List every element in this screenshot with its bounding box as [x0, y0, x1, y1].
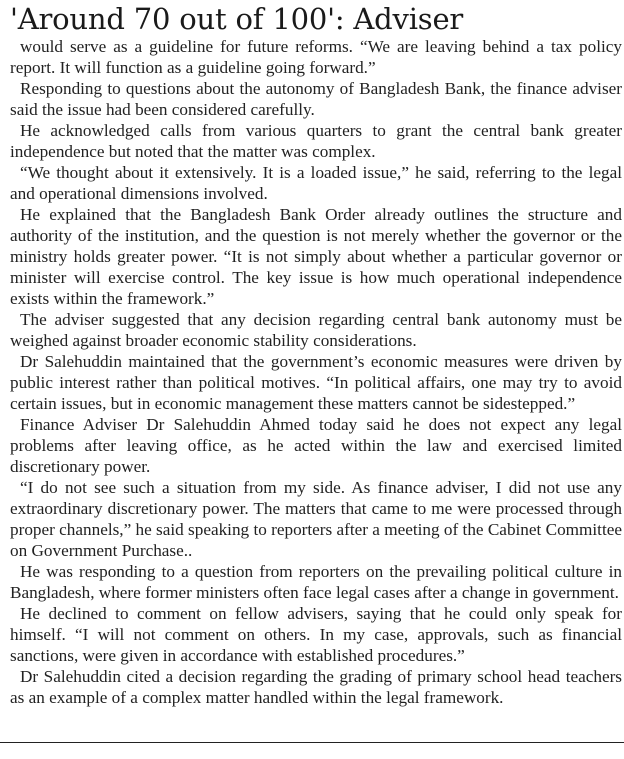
- paragraph-continued: would serve as a guideline for future reforms. “We are leaving behind a tax policy report. It will function as a guideline going forward.”: [10, 37, 622, 77]
- article-body: [10, 36, 622, 708]
- paragraph: The adviser suggested that any decision regarding central bank autonomy must be weighed against broader economic stability considerations.: [10, 310, 622, 350]
- paragraph: He was responding to a question from reporters on the prevailing political culture in Bangladesh, where former ministers often face legal cases after a change in government.: [10, 562, 622, 602]
- paragraph: Finance Adviser Dr Salehuddin Ahmed today said he does not expect any legal problems after leaving office, as he acted within the law and exercised limited discretionary power.: [10, 415, 622, 476]
- article: [10, 0, 622, 708]
- paragraph: “I do not see such a situation from my side. As finance adviser, I did not use any extraordinary discretionary power. The matters that came to me were processed through proper channels,” he said speaking to reporters after a meeting of the Cabinet Committee on Government Purchase..: [10, 478, 622, 560]
- paragraph: He declined to comment on fellow advisers, saying that he could only speak for himself. “I will not comment on others. In my case, approvals, such as financial sanctions, were given in accordance with established procedures.”: [10, 604, 622, 665]
- paragraph: Responding to questions about the autonomy of Bangladesh Bank, the finance adviser said the issue had been considered carefully.: [10, 79, 622, 119]
- paragraph: He explained that the Bangladesh Bank Order already outlines the structure and authority of the institution, and the question is not merely whether the governor or the ministry holds greater power. “It is not simply about whether a particular governor or minister will exercise control. The key issue is how much operational independence exists within the framework.”: [10, 205, 622, 308]
- bottom-rule: [0, 742, 624, 743]
- paragraph: He acknowledged calls from various quarters to grant the central bank greater independence but noted that the matter was complex.: [10, 121, 622, 161]
- headline: 'Around 70 out of 100': Adviser: [10, 2, 464, 36]
- paragraph: Dr Salehuddin maintained that the government’s economic measures were driven by public interest rather than political motives. “In political affairs, one may try to avoid certain issues, but in economic management these matters cannot be sidestepped.”: [10, 352, 622, 413]
- paragraph: “We thought about it extensively. It is a loaded issue,” he said, referring to the legal and operational dimensions involved.: [10, 163, 622, 203]
- paragraph: Dr Salehuddin cited a decision regarding the grading of primary school head teachers as an example of a complex matter handled within the legal framework.: [10, 667, 622, 707]
